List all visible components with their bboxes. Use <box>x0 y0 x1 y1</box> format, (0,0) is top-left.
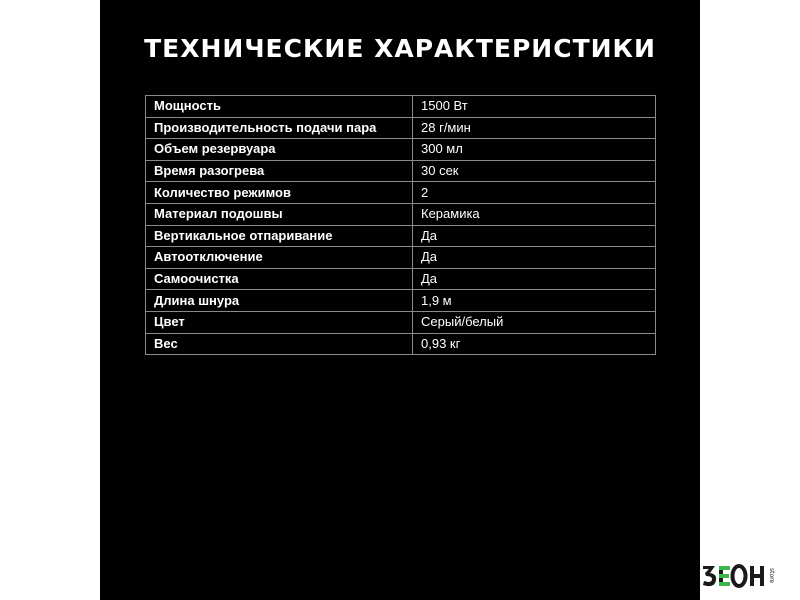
table-row <box>146 225 656 247</box>
spec-name: Самоочистка <box>146 268 413 290</box>
table-row <box>146 333 656 355</box>
table-row <box>146 139 656 161</box>
spec-name: Вес <box>146 333 413 355</box>
table-row <box>146 117 656 139</box>
zeon-logo <box>701 560 791 590</box>
specs-table <box>145 95 656 355</box>
spec-name: Вертикальное отпаривание <box>146 225 413 247</box>
spec-value: 1500 Вт <box>413 96 656 118</box>
table-row <box>146 203 656 225</box>
spec-panel <box>100 0 700 600</box>
spec-value: Серый/белый <box>413 311 656 333</box>
spec-name: Автоотключение <box>146 247 413 269</box>
table-row <box>146 182 656 204</box>
spec-value: 30 сек <box>413 160 656 182</box>
table-row <box>146 311 656 333</box>
table-row <box>146 290 656 312</box>
table-row <box>146 247 656 269</box>
spec-value: 28 г/мин <box>413 117 656 139</box>
spec-value: 300 мл <box>413 139 656 161</box>
spec-value: Да <box>413 268 656 290</box>
page-title: ТЕХНИЧЕСКИЕ ХАРАКТЕРИСТИКИ <box>144 34 656 63</box>
spec-name: Количество режимов <box>146 182 413 204</box>
spec-value: Да <box>413 225 656 247</box>
spec-name: Материал подошвы <box>146 203 413 225</box>
spec-name: Мощность <box>146 96 413 118</box>
table-row <box>146 96 656 118</box>
spec-name: Время разогрева <box>146 160 413 182</box>
table-row <box>146 160 656 182</box>
spec-value: 0,93 кг <box>413 333 656 355</box>
spec-value: 1,9 м <box>413 290 656 312</box>
spec-value: Да <box>413 247 656 269</box>
spec-name: Цвет <box>146 311 413 333</box>
spec-name: Длина шнура <box>146 290 413 312</box>
table-row <box>146 268 656 290</box>
spec-name: Производительность подачи пара <box>146 117 413 139</box>
spec-value: 2 <box>413 182 656 204</box>
spec-name: Объем резервуара <box>146 139 413 161</box>
spec-value: Керамика <box>413 203 656 225</box>
logo-suffix: store <box>768 568 775 584</box>
